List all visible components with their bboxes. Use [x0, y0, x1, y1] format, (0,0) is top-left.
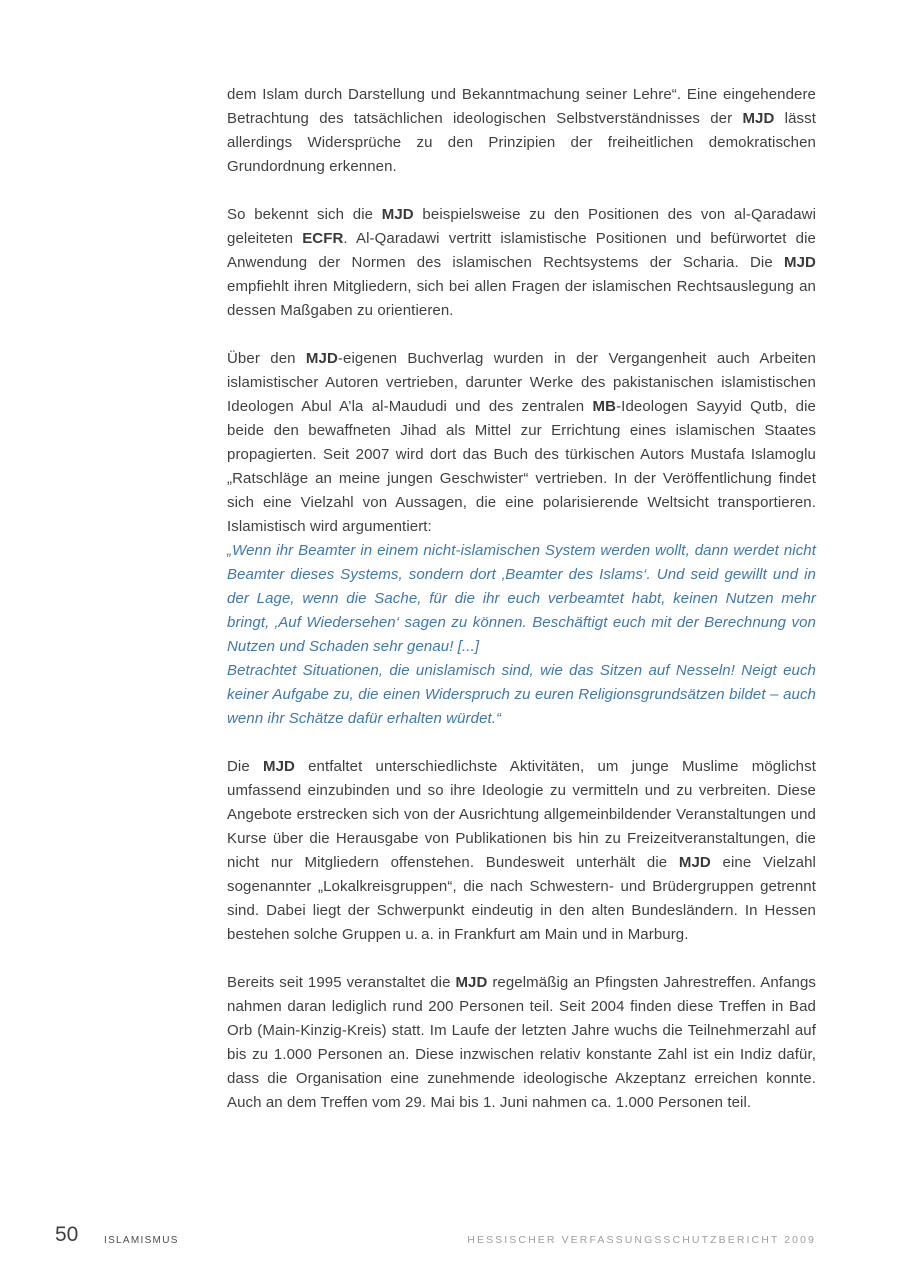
quote-paragraph: Betrachtet Situationen, die unislamisch sind, wie das Sitzen auf Nesseln! Neigt euch keiner Aufgabe zu, die einen Widerspruch zu euren Religionsgrundsätzen bildet – auch wenn ihr Schätze dafür erhalten würdet.“	[227, 662, 816, 727]
body-paragraph: So bekennt sich die MJD beispielsweise zu den Positionen des von al-Qaradawi geleiteten ECFR. Al-Qaradawi vertritt islamistische Positionen und befürwortet die Anwendung der Normen des islamischen Rechtsystems der Scharia. Die MJD empfiehlt ihren Mitgliedern, sich bei allen Fragen der islamischen Rechtsauslegung an dessen Maßgaben zu orientieren.	[227, 206, 817, 319]
page-footer	[0, 1218, 900, 1252]
body-paragraph: Bereits seit 1995 veranstaltet die MJD regelmäßig an Pfingsten Jahrestreffen. Anfangs nahmen daran lediglich rund 200 Personen teil. Seit 2004 finden diese Treffen in Bad Orb (Main-Kinzig-Kreis) statt. Im Laufe der letzten Jahre wuchs die Teilnehmerzahl auf bis zu 1.000 Personen an. Diese inzwischen relativ konstante Zahl ist ein Indiz dafür, dass die Organisation eine zunehmende ideologische Akzeptanz erreichen konnte. Auch an dem Treffen vom 29. Mai bis 1. Juni nahmen ca. 1.000 Personen teil.	[227, 974, 817, 1111]
footer-section-label: ISLAMISMUS	[104, 1235, 179, 1246]
page-number: 50	[55, 1223, 79, 1246]
footer-report-title: HESSISCHER VERFASSUNGSSCHUTZBERICHT 2009	[467, 1234, 816, 1246]
body-paragraph: Die MJD entfaltet unterschiedlichste Aktivitäten, um junge Muslime möglichst umfassend einzubinden und so ihre Ideologie zu vermitteln und zu verbreiten. Diese Angebote erstrecken sich von der Ausrichtung allgemeinbildender Veranstaltungen und Kurse über die Herausgabe von Publikationen bis hin zu Freizeitveranstaltungen, die nicht nur Mitgliedern offenstehen. Bundesweit unterhält die MJD eine Vielzahl sogenannter „Lokalkreisgruppen“, die nach Schwestern- und Brüdergruppen getrennt sind. Dabei liegt der Schwerpunkt eindeutig in den alten Bundesländern. In Hessen bestehen solche Gruppen u. a. in Frankfurt am Main und in Marburg.	[227, 758, 816, 943]
body-paragraph: dem Islam durch Darstellung und Bekanntmachung seiner Lehre“. Eine eingehendere Betrachtung des tatsächlichen ideologischen Selbstverständnisses der MJD lässt allerdings Widersprüche zu den Prinzipien der freiheitlichen demokratischen Grundordnung erkennen.	[227, 86, 816, 175]
body-text-column	[227, 83, 816, 1115]
quote-paragraph: „Wenn ihr Beamter in einem nicht-islamischen System werden wollt, dann werdet nicht Beamter dieses Systems, sondern dort ‚Beamter des Islams‘. Und seid gewillt und in der Lage, wenn die Sache, für die ihr euch verbeamtet habt, keinen Nutzen mehr bringt, ‚Auf Wiedersehen‘ sagen zu können. Beschäftigt euch mit der Berechnung von Nutzen und Schaden sehr genau! [...]	[227, 542, 816, 655]
body-paragraph: Über den MJD-eigenen Buchverlag wurden in der Vergangenheit auch Arbeiten islamistischer Autoren vertrieben, darunter Werke des pakistanischen islamistischen Ideologen Abul A’la al-Maududi und des zentralen MB-Ideologen Sayyid Qutb, die beide den bewaffneten Jihad als Mittel zur Errichtung eines islamischen Staates propagierten. Seit 2007 wird dort das Buch des türkischen Autors Mustafa Islamoglu „Ratschläge an meine jungen Geschwister“ vertrieben. In der Veröffentlichung findet sich eine Vielzahl von Aussagen, die eine polarisierende Weltsicht transportieren. Islamistisch wird argumentiert:	[227, 350, 816, 535]
